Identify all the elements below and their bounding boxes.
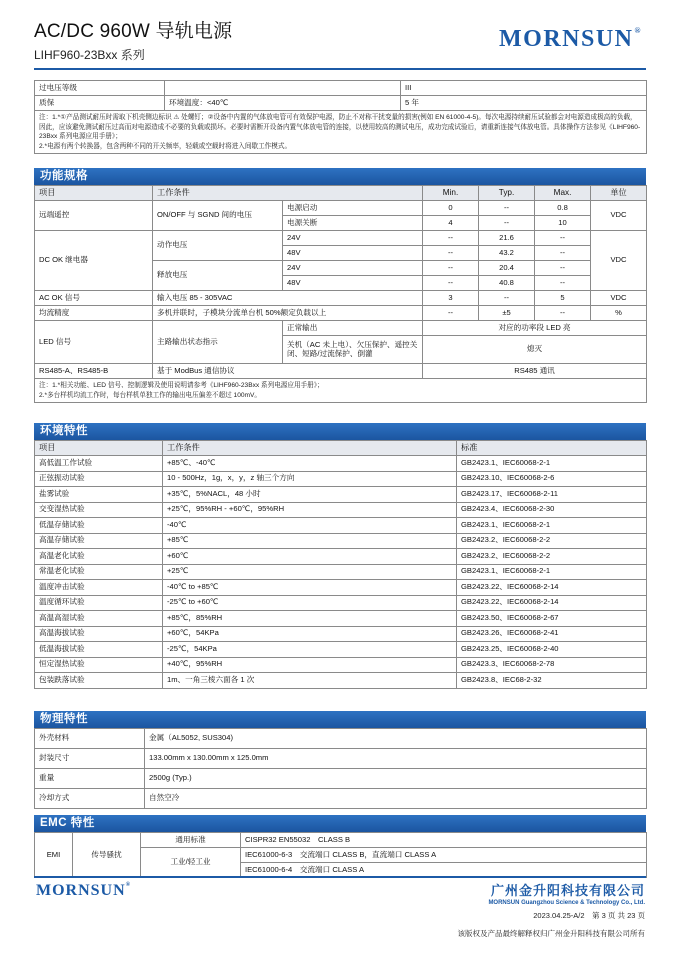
environment-section xyxy=(34,423,647,689)
cell: GB2423.22、IEC60068-2-14 xyxy=(457,595,647,611)
table-row xyxy=(35,96,647,111)
cell: VDC xyxy=(591,291,647,306)
cell: -25℃，54KPa xyxy=(163,642,457,658)
cell: IEC61000-6-4 交流端口 CLASS A xyxy=(241,863,647,878)
cell: GB2423.2、IEC60068-2-2 xyxy=(457,549,647,565)
emc-table xyxy=(34,832,647,878)
protection-table xyxy=(34,80,647,154)
header-divider xyxy=(34,68,646,70)
cell: 重量 xyxy=(35,769,145,789)
cell: ±5 xyxy=(479,306,535,321)
cell: GB2423.22、IEC60068-2-14 xyxy=(457,580,647,596)
cell: GB2423.1、IEC60068-2-1 xyxy=(457,564,647,580)
table-row xyxy=(35,321,647,336)
table-row xyxy=(35,657,647,673)
cell: +60℃ xyxy=(163,549,457,565)
cell: % xyxy=(591,306,647,321)
cell: 封装尺寸 xyxy=(35,749,145,769)
column-header: 单位 xyxy=(591,186,647,201)
column-header: 工作条件 xyxy=(153,186,423,201)
cell: -25℃ to +60℃ xyxy=(163,595,457,611)
cell: 包装跌落试验 xyxy=(35,673,163,689)
cell: 20.4 xyxy=(479,261,535,276)
table-row xyxy=(35,729,647,749)
cell: -- xyxy=(535,306,591,321)
table-row xyxy=(35,769,647,789)
cell xyxy=(165,81,401,96)
cell: RS485 通讯 xyxy=(423,364,647,379)
column-header: 项目 xyxy=(35,186,153,201)
cell: GB2423.25、IEC60068-2-40 xyxy=(457,642,647,658)
cell: GB2423.3、IEC60068-2-78 xyxy=(457,657,647,673)
table-header-row xyxy=(35,441,647,456)
table-row xyxy=(35,549,647,565)
table-row xyxy=(35,611,647,627)
cell: -- xyxy=(479,291,535,306)
table-row xyxy=(35,111,647,154)
cell: 低温海拔试验 xyxy=(35,642,163,658)
cell: 过电压等级 xyxy=(35,81,165,96)
cell: 远端遥控 xyxy=(35,201,153,231)
cell: +35℃，5%NACL，48 小时 xyxy=(163,487,457,503)
company-name-cn: 广州金升阳科技有限公司 xyxy=(490,883,645,898)
cell: 高温老化试验 xyxy=(35,549,163,565)
table-row xyxy=(35,291,647,306)
cell: 金属（AL5052, SUS304) xyxy=(145,729,647,749)
table-header-row xyxy=(35,186,647,201)
cell: 盐雾试验 xyxy=(35,487,163,503)
cell: 24V xyxy=(283,261,423,276)
cell: 冷却方式 xyxy=(35,789,145,809)
cell: 主路输出状态指示 xyxy=(153,321,283,364)
cell: +85℃ xyxy=(163,533,457,549)
cell: 2500g (Typ.) xyxy=(145,769,647,789)
table-row xyxy=(35,749,647,769)
cell: +60℃，54KPa xyxy=(163,626,457,642)
cell: 传导骚扰 xyxy=(73,833,141,878)
cell: 正弦振动试验 xyxy=(35,471,163,487)
cell: 10 xyxy=(535,216,591,231)
cell: 5 xyxy=(535,291,591,306)
table-row xyxy=(35,201,647,216)
function-table xyxy=(34,185,647,403)
table-row xyxy=(35,642,647,658)
column-header: Min. xyxy=(423,186,479,201)
table-row xyxy=(35,518,647,534)
cell: 温度循环试验 xyxy=(35,595,163,611)
cell: GB2423.10、IEC60068-2-6 xyxy=(457,471,647,487)
cell: 电源关断 xyxy=(283,216,423,231)
cell: 24V xyxy=(283,231,423,246)
cell: 动作电压 xyxy=(153,231,283,261)
cell: DC OK 继电器 xyxy=(35,231,153,291)
cell: 0.8 xyxy=(535,201,591,216)
table-row xyxy=(35,231,647,246)
product-title: AC/DC 960W 导轨电源 xyxy=(34,21,233,42)
cell: 均流精度 xyxy=(35,306,153,321)
cell: AC OK 信号 xyxy=(35,291,153,306)
cell: 133.00mm x 130.00mm x 125.0mm xyxy=(145,749,647,769)
cell: 5 年 xyxy=(401,96,647,111)
cell: +85℃、-40℃ xyxy=(163,456,457,472)
cell: 工业/轻工业 xyxy=(141,848,241,878)
table-row xyxy=(35,379,647,403)
cell: 温度冲击试验 xyxy=(35,580,163,596)
cell: -- xyxy=(423,231,479,246)
section-title: 环境特性 xyxy=(34,423,646,440)
table-row xyxy=(35,533,647,549)
copyright-text: 该版权及产品最终解释权归广州金升阳科技有限公司所有 xyxy=(457,929,645,938)
section-title: EMC 特性 xyxy=(34,815,646,832)
protection-table-block xyxy=(34,80,647,154)
cell: 43.2 xyxy=(479,246,535,261)
cell: -40℃ xyxy=(163,518,457,534)
cell: 常温老化试验 xyxy=(35,564,163,580)
cell: GB2423.1、IEC60068-2-1 xyxy=(457,456,647,472)
mornsun-logo: MORNSUN® xyxy=(499,26,642,52)
table-row xyxy=(35,626,647,642)
cell: 48V xyxy=(283,246,423,261)
table-row xyxy=(35,471,647,487)
table-row xyxy=(35,789,647,809)
cell: 关机（AC 未上电）、欠压保护、遥控关闭、短路/过流保护、倒灌 xyxy=(283,336,423,364)
note-text: 注：1.*相关功能、LED 信号、控制逻辑及使用说明请参考《LIHF960-23Bxx 系列电源应用手册》； xyxy=(39,382,324,389)
cell: -- xyxy=(423,246,479,261)
cell: 质保 xyxy=(35,96,165,111)
cell: 基于 ModBus 通信协议 xyxy=(153,364,423,379)
cell: 环境温度：<40℃ xyxy=(165,96,401,111)
cell: -- xyxy=(535,276,591,291)
cell: 对应的功率段 LED 亮 xyxy=(423,321,647,336)
cell: GB2423.2、IEC60068-2-2 xyxy=(457,533,647,549)
cell: -- xyxy=(423,261,479,276)
table-row xyxy=(35,673,647,689)
environment-table xyxy=(34,440,647,689)
cell: EMI xyxy=(35,833,73,878)
cell: -- xyxy=(535,261,591,276)
table-row xyxy=(35,456,647,472)
cell: -- xyxy=(479,201,535,216)
cell: ON/OFF 与 SGND 间的电压 xyxy=(153,201,283,231)
cell: GB2423.4、IEC60068-2-30 xyxy=(457,502,647,518)
cell: 外壳材料 xyxy=(35,729,145,749)
cell: GB2423.8、IEC68-2-32 xyxy=(457,673,647,689)
footer-divider xyxy=(34,876,646,878)
table-row xyxy=(35,306,647,321)
table-row xyxy=(35,502,647,518)
cell: 熄灭 xyxy=(423,336,647,364)
cell: LED 信号 xyxy=(35,321,153,364)
cell: GB2423.17、IEC60068-2-11 xyxy=(457,487,647,503)
cell: GB2423.1、IEC60068-2-1 xyxy=(457,518,647,534)
cell: 高温海拔试验 xyxy=(35,626,163,642)
cell: GB2423.26、IEC60068-2-41 xyxy=(457,626,647,642)
column-header: 项目 xyxy=(35,441,163,456)
section-title: 物理特性 xyxy=(34,711,646,728)
cell: 电源启动 xyxy=(283,201,423,216)
cell: 交变湿热试验 xyxy=(35,502,163,518)
cell: CISPR32 EN55032 CLASS B xyxy=(241,833,647,848)
cell: 自然空冷 xyxy=(145,789,647,809)
cell: 4 xyxy=(423,216,479,231)
cell: GB2423.50、IEC60068-2-67 xyxy=(457,611,647,627)
cell: III xyxy=(401,81,647,96)
cell: 10 - 500Hz，1g，x，y，z 轴三个方向 xyxy=(163,471,457,487)
cell: -- xyxy=(535,246,591,261)
column-header: Typ. xyxy=(479,186,535,201)
table-row xyxy=(35,81,647,96)
cell: 高低温工作试验 xyxy=(35,456,163,472)
company-name-en: MORNSUN Guangzhou Science & Technology Co., Ltd. xyxy=(488,900,645,906)
cell: -- xyxy=(423,306,479,321)
cell: 40.8 xyxy=(479,276,535,291)
column-header: Max. xyxy=(535,186,591,201)
cell: VDC xyxy=(591,231,647,291)
cell: -40℃ to +85℃ xyxy=(163,580,457,596)
table-row xyxy=(35,595,647,611)
note-cell xyxy=(35,379,647,403)
cell: +25℃ xyxy=(163,564,457,580)
cell: 高温高湿试验 xyxy=(35,611,163,627)
cell: 释放电压 xyxy=(153,261,283,291)
footer-logo: MORNSUN® xyxy=(36,882,132,899)
note-text: 注：1.*①产品测试耐压时需取下机壳侧边标识 ⚠ 处螺钉；②设备中内置的气体放电管可有效保护电源，防止不对称干扰变量的损害(例如 EN 61000-4-5)。每次电源持续耐压试验都会对电源造成极高的负载，因此，应该避免测试耐压过高而对电源造成不必要的负载或损坏。必要时需断开设备内置气体放电管的连接，以使用较高的测试电压，成功完成试验后，请重新连接气体放电管。具体操作方法参见《LIHF960-23Bxx 系列电源应用手册》； xyxy=(39,114,641,141)
cell: 恒定湿热试验 xyxy=(35,657,163,673)
physical-section xyxy=(34,711,647,809)
cell: 0 xyxy=(423,201,479,216)
table-row xyxy=(35,564,647,580)
note-text: 2.*电源有两个转换器，包含两种不同的开关频率，轻载或空载时将进入间歇工作模式。 xyxy=(39,142,292,150)
page-info: 2023.04.25-A/2 第 3 页 共 23 页 xyxy=(533,911,645,920)
cell: 正常输出 xyxy=(283,321,423,336)
cell: RS485-A、RS485-B xyxy=(35,364,153,379)
table-row xyxy=(35,487,647,503)
section-title: 功能规格 xyxy=(34,168,646,185)
column-header: 标准 xyxy=(457,441,647,456)
cell: +85℃，85%RH xyxy=(163,611,457,627)
cell: 1m、一角三棱六面各 1 次 xyxy=(163,673,457,689)
cell: IEC61000-6-3 交流端口 CLASS B，直流端口 CLASS A xyxy=(241,848,647,863)
emc-section xyxy=(34,815,647,878)
cell: 48V xyxy=(283,276,423,291)
cell: 低温存储试验 xyxy=(35,518,163,534)
table-row xyxy=(35,833,647,848)
cell: -- xyxy=(535,231,591,246)
cell: 通用标准 xyxy=(141,833,241,848)
physical-table xyxy=(34,728,647,809)
cell: 多机并联时，子模块分流单台机 50%额定负载以上 xyxy=(153,306,423,321)
note-text: 2.*多台样机均流工作时，每台样机单独工作的输出电压偏差不超过 100mV。 xyxy=(39,391,262,399)
cell: -- xyxy=(423,276,479,291)
company-name xyxy=(488,880,645,906)
cell: +25℃，95%RH - +60℃，95%RH xyxy=(163,502,457,518)
function-section xyxy=(34,168,647,403)
note-cell xyxy=(35,111,647,154)
table-row xyxy=(35,580,647,596)
product-model: LIHF960-23Bxx 系列 xyxy=(34,48,145,62)
column-header: 工作条件 xyxy=(163,441,457,456)
cell: VDC xyxy=(591,201,647,231)
cell: 3 xyxy=(423,291,479,306)
cell: +40℃，95%RH xyxy=(163,657,457,673)
page-header xyxy=(34,16,646,68)
table-row xyxy=(35,364,647,379)
cell: 输入电压 85 - 305VAC xyxy=(153,291,423,306)
cell: 高温存储试验 xyxy=(35,533,163,549)
cell: 21.6 xyxy=(479,231,535,246)
cell: -- xyxy=(479,216,535,231)
